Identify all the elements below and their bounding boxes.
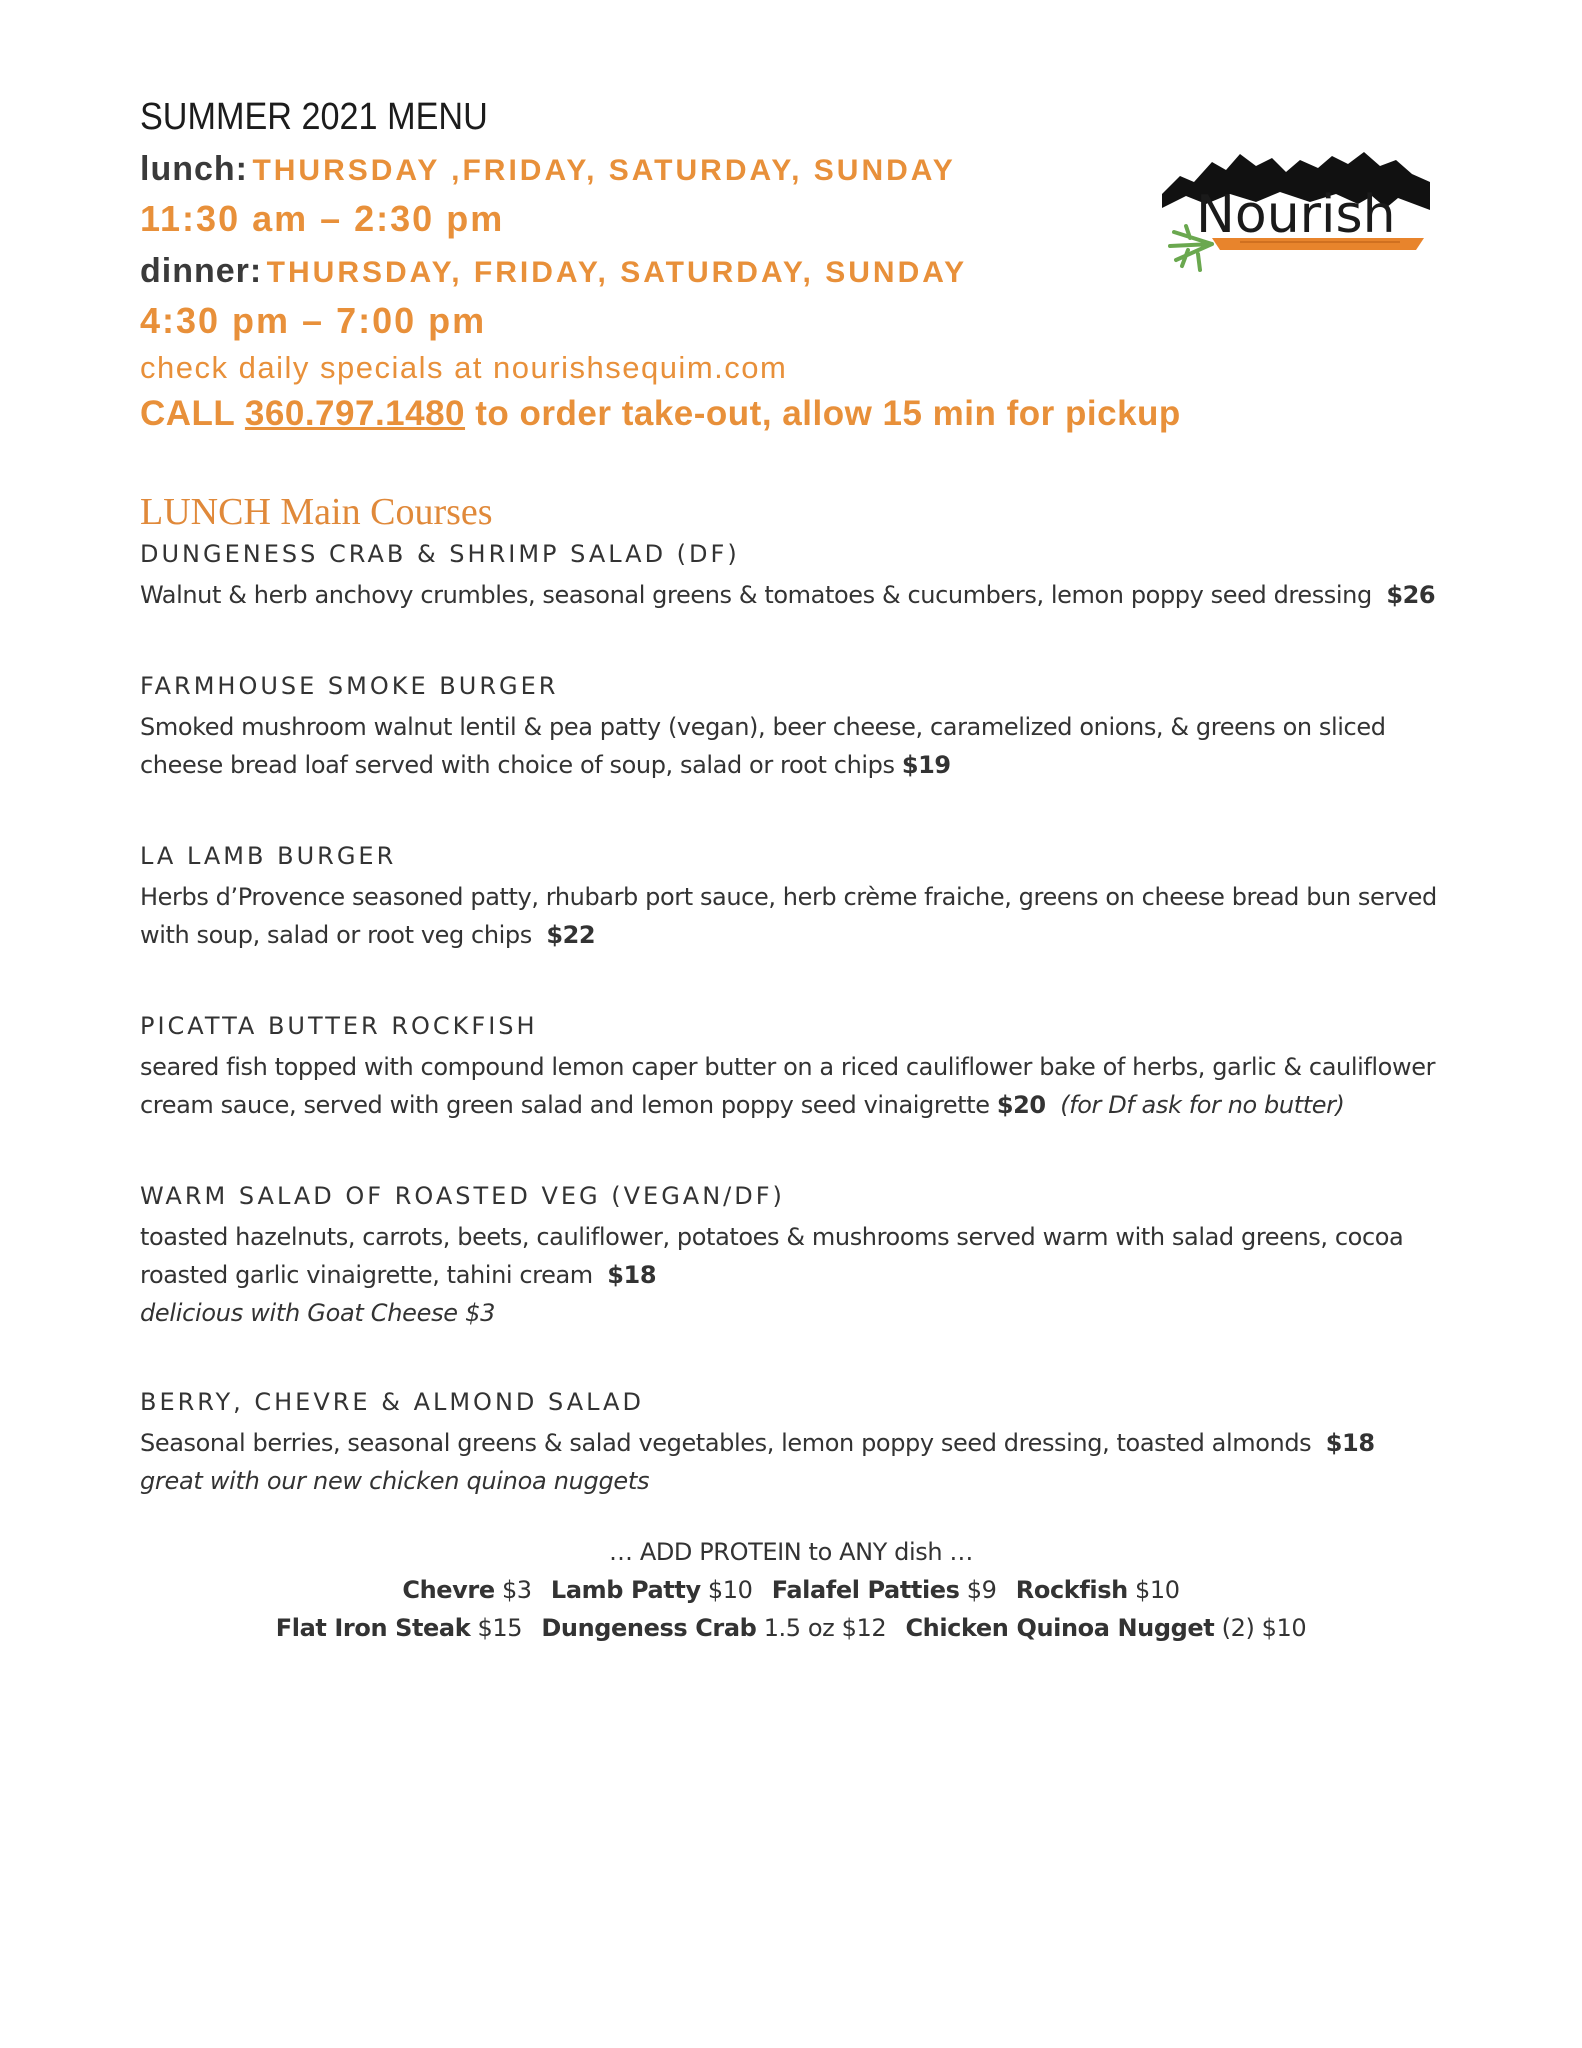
nourish-logo-icon [1160,146,1432,276]
protein-price: $10 [1135,1576,1180,1604]
menu-item [140,540,1440,614]
item-name: WARM SALAD OF ROASTED VEG (VEGAN/DF) [140,1182,785,1210]
protein-name: Dungeness Crab [541,1614,757,1642]
section-title: LUNCH Main Courses [140,491,493,533]
item-desc: Smoked mushroom walnut lentil & pea patty (vegan), beer cheese, caramelized onions, & greens on sliced cheese bread loaf served with choice of soup, salad or root chips $19 [140,713,1386,779]
protein-name: Chevre [402,1576,495,1604]
specials-line: check daily specials at nourishsequim.com [140,350,788,385]
protein-price: $3 [501,1576,532,1604]
protein-detail: (2) [1221,1614,1255,1642]
menu-item [140,1388,1440,1500]
call-line [140,394,1181,434]
call-suffix: to order take-out, allow 15 min for pickup [475,394,1181,433]
dinner-days-line [140,252,967,291]
item-desc: Herbs d’Provence seasoned patty, rhubarb port sauce, herb crème fraiche, greens on cheese bread bun served with soup, salad or root veg chips $22 [140,883,1437,949]
protein-name: Flat Iron Steak [275,1614,471,1642]
protein-heading: … ADD PROTEIN to ANY dish … [609,1538,973,1566]
call-prefix: CALL [140,394,235,433]
protein-name: Falafel Patties [771,1576,960,1604]
item-price: $20 [996,1091,1046,1119]
menu-item [140,672,1440,784]
item-desc: toasted hazelnuts, carrots, beets, cauliflower, potatoes & mushrooms served warm with salad greens, cocoa roasted garlic vinaigrette, tahini cream $18 [140,1223,1404,1289]
menu-item [140,842,1440,954]
protein-price: $12 [841,1614,887,1642]
lunch-label: lunch: [140,150,248,188]
protein-name: Rockfish [1015,1576,1128,1604]
protein-name: Lamb Patty [550,1576,701,1604]
menu-title: SUMMER 2021 MENU [140,96,488,138]
item-price: $19 [901,751,951,779]
phone-link[interactable]: 360.797.1480 [244,394,466,433]
menu-item [140,1012,1440,1124]
item-note: great with our new chicken quinoa nuggets [140,1467,650,1495]
protein-price: $10 [707,1576,753,1604]
item-name: PICATTA BUTTER ROCKFISH [140,1012,538,1040]
dinner-hours: 4:30 pm – 7:00 pm [140,300,487,341]
protein-detail: 1.5 oz [763,1614,835,1642]
protein-row [0,1576,1582,1604]
item-price: $18 [607,1261,657,1289]
lunch-days: THURSDAY ,FRIDAY, SATURDAY, SUNDAY [252,154,956,187]
item-note: delicious with Goat Cheese $3 [140,1299,496,1327]
item-price: $22 [546,921,596,949]
dinner-label: dinner: [140,252,263,290]
protein-price: $15 [477,1614,523,1642]
item-name: DUNGENESS CRAB & SHRIMP SALAD (DF) [140,540,740,568]
dinner-days: THURSDAY, FRIDAY, SATURDAY, SUNDAY [266,256,968,289]
menu-item [140,1182,1440,1332]
lunch-hours: 11:30 am – 2:30 pm [140,198,505,239]
item-name: BERRY, CHEVRE & ALMOND SALAD [140,1388,644,1416]
protein-price: $10 [1261,1614,1307,1642]
item-name: FARMHOUSE SMOKE BURGER [140,672,559,700]
item-desc: Seasonal berries, seasonal greens & salad vegetables, lemon poppy seed dressing, toasted almonds $18 [140,1429,1375,1457]
protein-price: $9 [966,1576,997,1604]
item-price: $18 [1325,1429,1375,1457]
logo-wordmark: Nourish [1196,185,1396,245]
item-inline-note: (for Df ask for no butter) [1060,1091,1345,1119]
item-desc: Walnut & herb anchovy crumbles, seasonal greens & tomatoes & cucumbers, lemon poppy seed dressing $26 [140,581,1436,609]
item-price: $26 [1386,581,1436,609]
lunch-days-line [140,150,956,189]
item-desc: seared fish topped with compound lemon caper butter on a riced cauliflower bake of herbs, garlic & cauliflower cream sauce, served with green salad and lemon poppy seed vinaigrette $20 (for Df ask for no butter) [140,1053,1436,1119]
item-name: LA LAMB BURGER [140,842,397,870]
protein-name: Chicken Quinoa Nugget [905,1614,1215,1642]
protein-row [0,1614,1582,1642]
